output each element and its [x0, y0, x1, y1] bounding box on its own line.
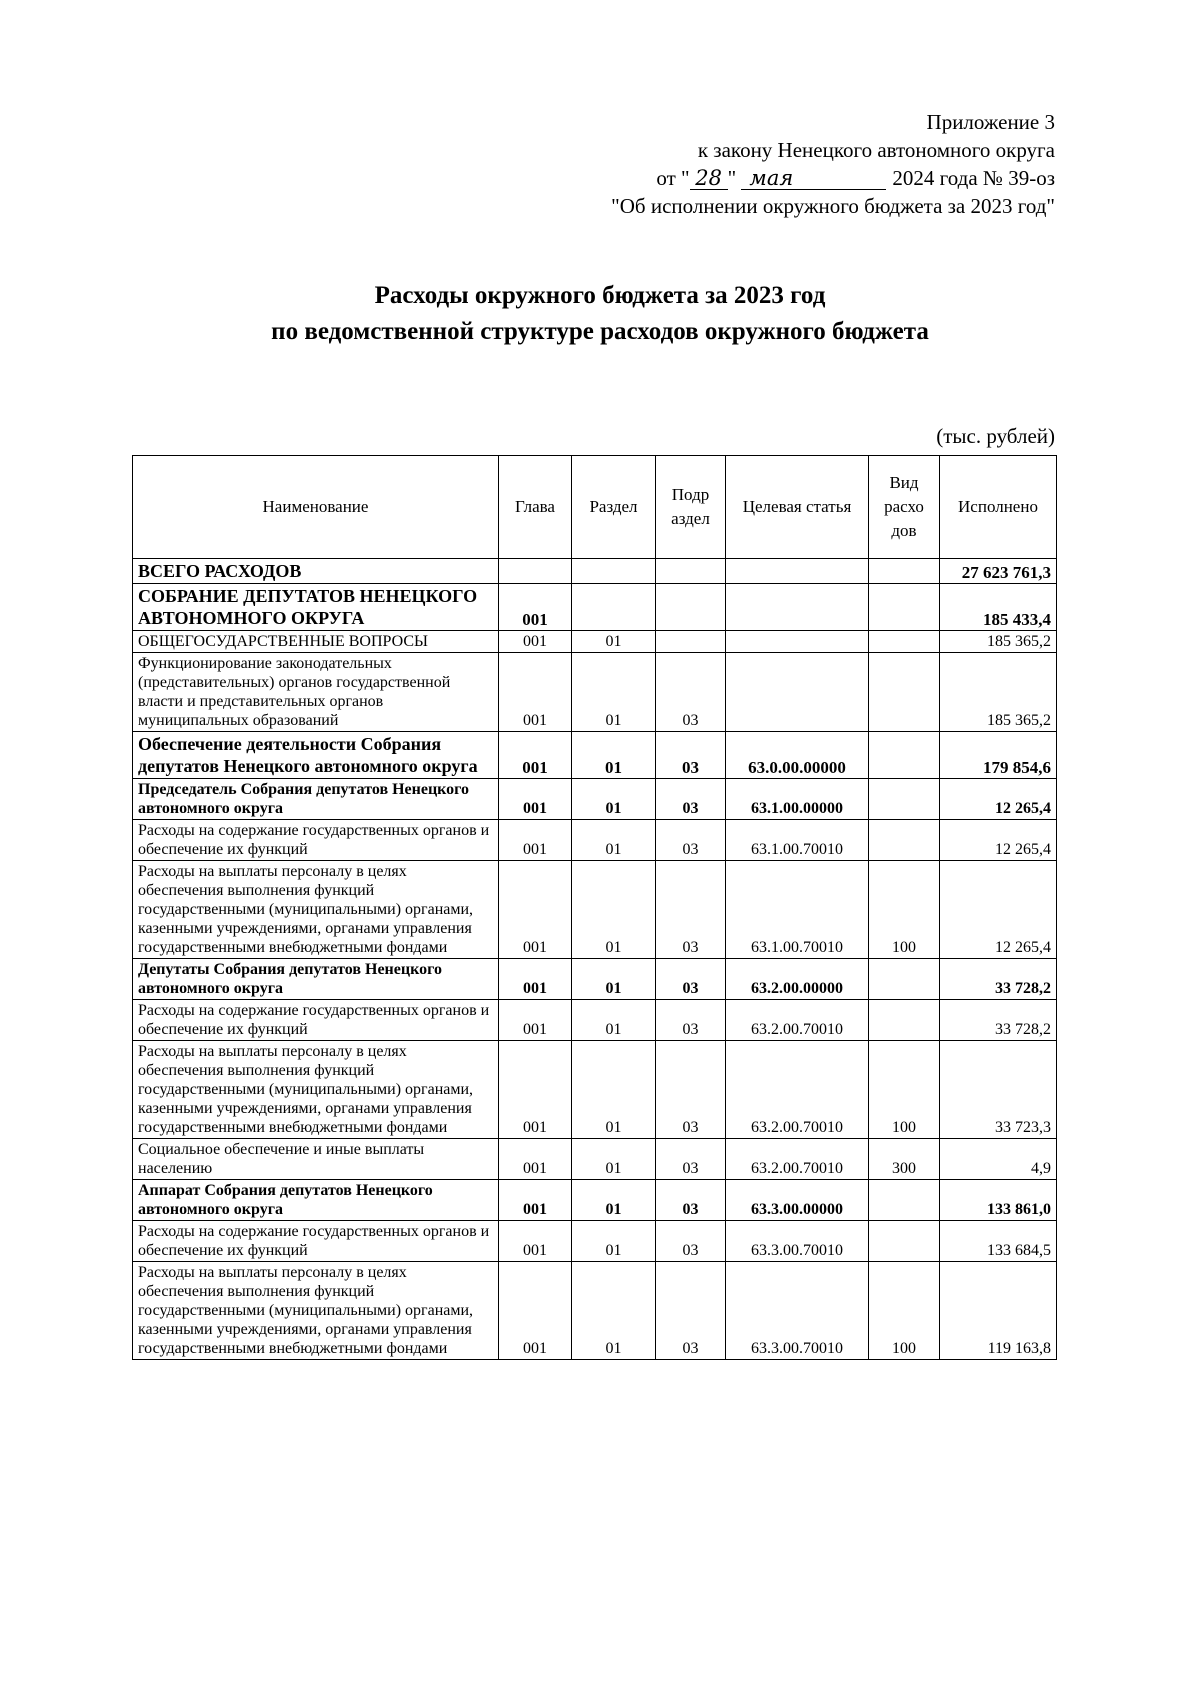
cell-vid — [869, 653, 940, 732]
cell-executed: 12 265,4 — [940, 861, 1057, 959]
appendix-law: к закону Ненецкого автономного округа — [697, 138, 1055, 162]
cell-podrazdel — [656, 559, 726, 584]
cell-glava: 001 — [499, 820, 572, 861]
budget-table — [132, 455, 1057, 1360]
cell-glava: 001 — [499, 584, 572, 631]
table-row — [133, 779, 1057, 820]
appendix-law-title: "Об исполнении окружного бюджета за 2023 год" — [611, 194, 1055, 218]
cell-glava: 001 — [499, 1180, 572, 1221]
cell-vid — [869, 779, 940, 820]
cell-razdel — [572, 559, 656, 584]
cell-name: Расходы на выплаты персоналу в целях обеспечения выполнения функций государственными (муниципальными) органами, казенными учреждениями, органами управления государственными внебюджетными фондами — [133, 1262, 499, 1360]
cell-vid — [869, 959, 940, 1000]
cell-executed: 119 163,8 — [940, 1262, 1057, 1360]
cell-target: 63.3.00.70010 — [726, 1221, 869, 1262]
cell-target: 63.1.00.70010 — [726, 861, 869, 959]
title-line-2: по ведомственной структуре расходов окружного бюджета — [271, 318, 929, 345]
cell-target: 63.1.00.70010 — [726, 820, 869, 861]
cell-razdel: 01 — [572, 631, 656, 653]
cell-podrazdel — [656, 584, 726, 631]
cell-glava: 001 — [499, 732, 572, 779]
cell-executed: 27 623 761,3 — [940, 559, 1057, 584]
cell-target: 63.2.00.70010 — [726, 1139, 869, 1180]
cell-podrazdel: 03 — [656, 653, 726, 732]
cell-name: Функционирование законодательных (представительных) органов государственной власти и представительных органов муниципальных образований — [133, 653, 499, 732]
cell-podrazdel: 03 — [656, 732, 726, 779]
table-row — [133, 1221, 1057, 1262]
cell-razdel: 01 — [572, 1221, 656, 1262]
cell-vid — [869, 1221, 940, 1262]
cell-vid: 100 — [869, 861, 940, 959]
cell-executed: 33 723,3 — [940, 1041, 1057, 1139]
cell-executed: 179 854,6 — [940, 732, 1057, 779]
cell-executed: 185 365,2 — [940, 653, 1057, 732]
cell-executed: 33 728,2 — [940, 959, 1057, 1000]
date-suffix: 2024 года № 39-оз — [892, 166, 1055, 190]
cell-executed: 4,9 — [940, 1139, 1057, 1180]
cell-executed: 185 365,2 — [940, 631, 1057, 653]
cell-glava: 001 — [499, 861, 572, 959]
header-razdel: Раздел — [572, 456, 656, 559]
cell-glava: 001 — [499, 1221, 572, 1262]
cell-glava: 001 — [499, 1139, 572, 1180]
cell-podrazdel: 03 — [656, 861, 726, 959]
cell-executed: 12 265,4 — [940, 779, 1057, 820]
cell-vid — [869, 559, 940, 584]
cell-razdel: 01 — [572, 861, 656, 959]
cell-name: Расходы на содержание государственных органов и обеспечение их функций — [133, 1221, 499, 1262]
cell-name: Социальное обеспечение и иные выплаты населению — [133, 1139, 499, 1180]
header-executed: Исполнено — [940, 456, 1057, 559]
cell-name: ВСЕГО РАСХОДОВ — [133, 559, 499, 584]
appendix-number: Приложение 3 — [926, 110, 1055, 134]
cell-razdel: 01 — [572, 732, 656, 779]
table-row — [133, 631, 1057, 653]
cell-glava: 001 — [499, 631, 572, 653]
cell-executed: 185 433,4 — [940, 584, 1057, 631]
date-mid: " — [727, 166, 737, 190]
cell-glava: 001 — [499, 1262, 572, 1360]
table-row — [133, 1180, 1057, 1221]
header-podrazdel: Подр аздел — [656, 456, 726, 559]
cell-razdel: 01 — [572, 1041, 656, 1139]
cell-executed: 12 265,4 — [940, 820, 1057, 861]
table-row — [133, 1000, 1057, 1041]
table-row — [133, 1139, 1057, 1180]
cell-razdel: 01 — [572, 653, 656, 732]
cell-glava — [499, 559, 572, 584]
header-glava: Глава — [499, 456, 572, 559]
cell-razdel: 01 — [572, 779, 656, 820]
cell-podrazdel: 03 — [656, 1139, 726, 1180]
cell-razdel: 01 — [572, 820, 656, 861]
cell-podrazdel: 03 — [656, 1000, 726, 1041]
cell-target: 63.2.00.70010 — [726, 1041, 869, 1139]
cell-vid: 100 — [869, 1262, 940, 1360]
appendix-date — [611, 164, 1055, 192]
table-row — [133, 959, 1057, 1000]
cell-vid — [869, 1000, 940, 1041]
table-row — [133, 1262, 1057, 1360]
cell-vid — [869, 732, 940, 779]
cell-name: ОБЩЕГОСУДАРСТВЕННЫЕ ВОПРОСЫ — [133, 631, 499, 653]
cell-razdel: 01 — [572, 1262, 656, 1360]
cell-name: Расходы на содержание государственных органов и обеспечение их функций — [133, 1000, 499, 1041]
cell-podrazdel: 03 — [656, 1041, 726, 1139]
document-title — [0, 278, 1200, 350]
table-row — [133, 732, 1057, 779]
cell-name: Аппарат Собрания депутатов Ненецкого автономного округа — [133, 1180, 499, 1221]
cell-vid — [869, 820, 940, 861]
header-vid: Вид расхо дов — [869, 456, 940, 559]
cell-name: Председатель Собрания депутатов Ненецкого автономного округа — [133, 779, 499, 820]
cell-vid: 100 — [869, 1041, 940, 1139]
title-line-1: Расходы окружного бюджета за 2023 год — [374, 282, 826, 309]
cell-target — [726, 584, 869, 631]
cell-podrazdel: 03 — [656, 959, 726, 1000]
table-row — [133, 559, 1057, 584]
cell-vid: 300 — [869, 1139, 940, 1180]
cell-name: Расходы на выплаты персоналу в целях обеспечения выполнения функций государственными (муниципальными) органами, казенными учреждениями, органами управления государственными внебюджетными фондами — [133, 861, 499, 959]
table-body — [133, 559, 1057, 1360]
cell-podrazdel: 03 — [656, 779, 726, 820]
cell-executed: 33 728,2 — [940, 1000, 1057, 1041]
cell-target: 63.3.00.00000 — [726, 1180, 869, 1221]
cell-podrazdel — [656, 631, 726, 653]
cell-glava: 001 — [499, 1000, 572, 1041]
cell-name: Обеспечение деятельности Собрания депутатов Ненецкого автономного округа — [133, 732, 499, 779]
cell-target: 63.1.00.00000 — [726, 779, 869, 820]
cell-target — [726, 631, 869, 653]
date-month-handwritten: мая — [741, 167, 886, 190]
cell-razdel: 01 — [572, 1180, 656, 1221]
date-prefix: от " — [656, 166, 690, 190]
appendix-header — [611, 108, 1055, 220]
cell-razdel — [572, 584, 656, 631]
cell-name: Расходы на выплаты персоналу в целях обеспечения выполнения функций государственными (муниципальными) органами, казенными учреждениями, органами управления государственными внебюджетными фондами — [133, 1041, 499, 1139]
cell-glava: 001 — [499, 959, 572, 1000]
cell-executed: 133 861,0 — [940, 1180, 1057, 1221]
cell-razdel: 01 — [572, 1139, 656, 1180]
table-row — [133, 653, 1057, 732]
cell-glava: 001 — [499, 779, 572, 820]
cell-target — [726, 653, 869, 732]
cell-name: СОБРАНИЕ ДЕПУТАТОВ НЕНЕЦКОГО АВТОНОМНОГО ОКРУГА — [133, 584, 499, 631]
table-row — [133, 820, 1057, 861]
cell-podrazdel: 03 — [656, 1180, 726, 1221]
date-day-handwritten: 28 — [690, 167, 728, 190]
cell-razdel: 01 — [572, 959, 656, 1000]
cell-vid — [869, 1180, 940, 1221]
cell-glava: 001 — [499, 1041, 572, 1139]
table-row — [133, 861, 1057, 959]
cell-vid — [869, 584, 940, 631]
cell-podrazdel: 03 — [656, 820, 726, 861]
cell-target: 63.0.00.00000 — [726, 732, 869, 779]
table-row — [133, 1041, 1057, 1139]
header-target: Целевая статья — [726, 456, 869, 559]
header-name: Наименование — [133, 456, 499, 559]
cell-podrazdel: 03 — [656, 1221, 726, 1262]
cell-target: 63.2.00.70010 — [726, 1000, 869, 1041]
cell-glava: 001 — [499, 653, 572, 732]
cell-target — [726, 559, 869, 584]
cell-target: 63.3.00.70010 — [726, 1262, 869, 1360]
cell-executed: 133 684,5 — [940, 1221, 1057, 1262]
table-header-row — [133, 456, 1057, 559]
cell-target: 63.2.00.00000 — [726, 959, 869, 1000]
units-label: (тыс. рублей) — [936, 424, 1055, 448]
cell-razdel: 01 — [572, 1000, 656, 1041]
cell-name: Расходы на содержание государственных органов и обеспечение их функций — [133, 820, 499, 861]
cell-podrazdel: 03 — [656, 1262, 726, 1360]
cell-name: Депутаты Собрания депутатов Ненецкого автономного округа — [133, 959, 499, 1000]
cell-vid — [869, 631, 940, 653]
table-row — [133, 584, 1057, 631]
